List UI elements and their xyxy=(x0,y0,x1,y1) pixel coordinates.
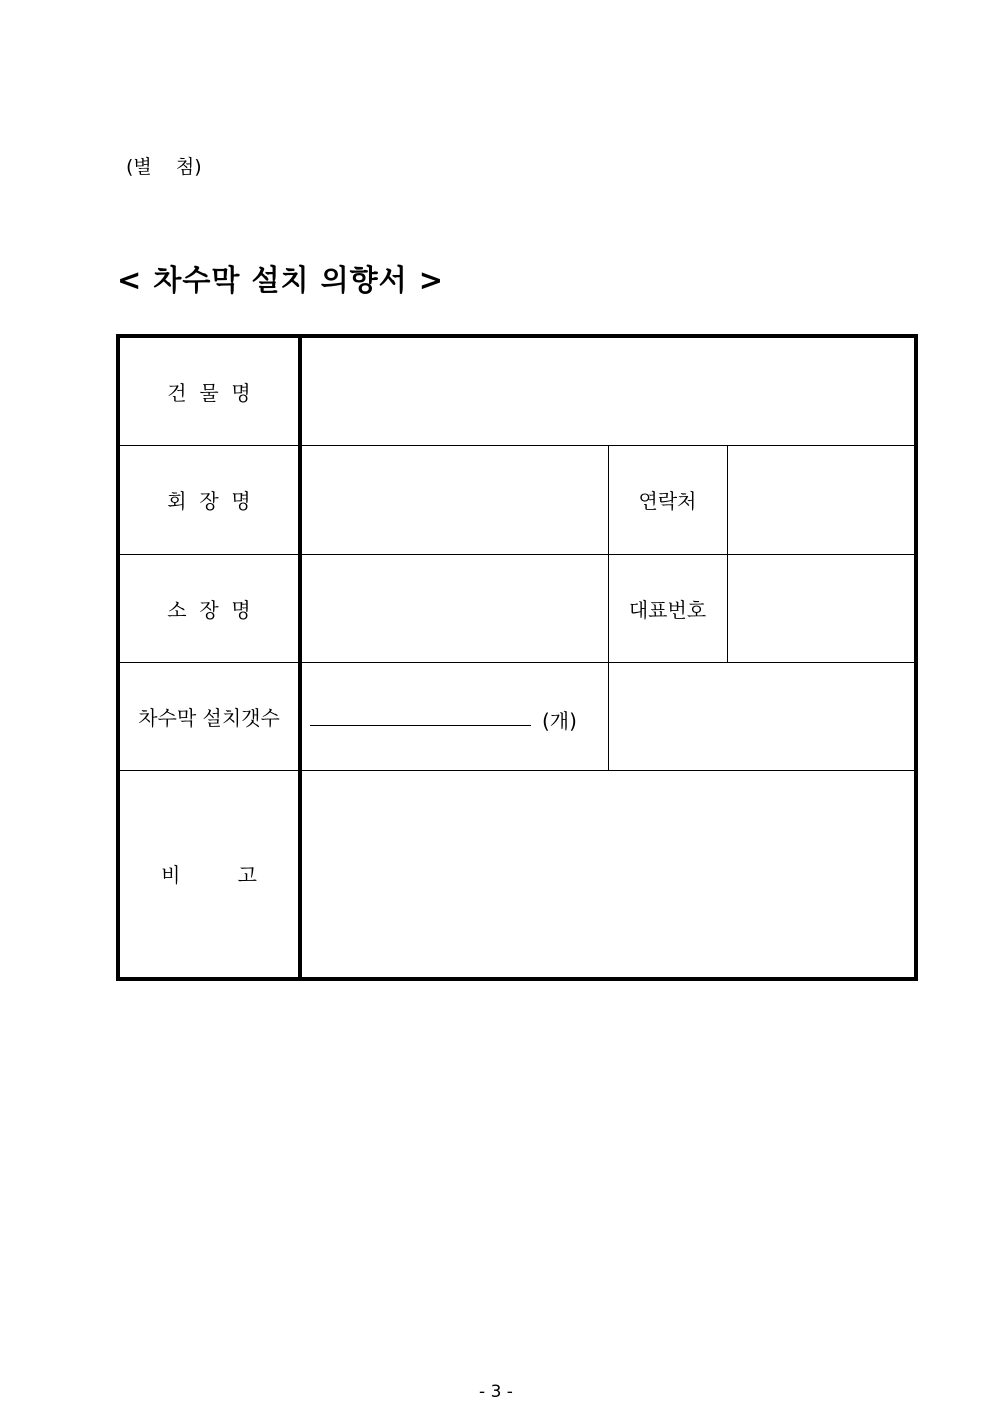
intent-form xyxy=(116,334,918,981)
document-title: < 차수막 설치 의향서 > xyxy=(117,263,445,297)
install-count-extra-cell xyxy=(608,662,914,770)
chairman-name-label-cell xyxy=(120,445,300,554)
manager-name-label-cell xyxy=(120,554,300,662)
contact-label: 연락처 xyxy=(608,445,727,554)
remarks-label: 비 고 xyxy=(161,863,257,888)
row-manager-name xyxy=(120,554,914,662)
row-building-name xyxy=(120,338,914,445)
manager-name-field[interactable] xyxy=(300,554,608,662)
main-phone-label: 대표번호 xyxy=(608,554,727,662)
chairman-name-label: 회 장 명 xyxy=(167,489,251,513)
chairman-name-field[interactable] xyxy=(300,445,608,554)
remarks-field[interactable] xyxy=(300,770,914,977)
remarks-label-cell xyxy=(120,770,300,977)
intent-form-table xyxy=(120,338,914,977)
page-number: - 3 - xyxy=(479,1382,513,1402)
install-count-label-cell xyxy=(120,662,300,770)
row-chairman-name xyxy=(120,445,914,554)
attachment-label: (별 첨) xyxy=(126,156,202,178)
install-count-underline[interactable] xyxy=(310,725,531,726)
install-count-unit: (개) xyxy=(542,708,577,733)
row-remarks xyxy=(120,770,914,977)
install-count-field[interactable] xyxy=(300,662,608,770)
manager-name-label: 소 장 명 xyxy=(167,597,251,622)
row-install-count xyxy=(120,662,914,770)
building-name-label: 건 물 명 xyxy=(167,380,251,405)
main-phone-field[interactable] xyxy=(727,554,914,662)
install-count-label: 차수막 설치갯수 xyxy=(138,705,280,730)
contact-field[interactable] xyxy=(727,445,914,554)
building-name-label-cell xyxy=(120,338,300,445)
building-name-field[interactable] xyxy=(300,338,914,445)
